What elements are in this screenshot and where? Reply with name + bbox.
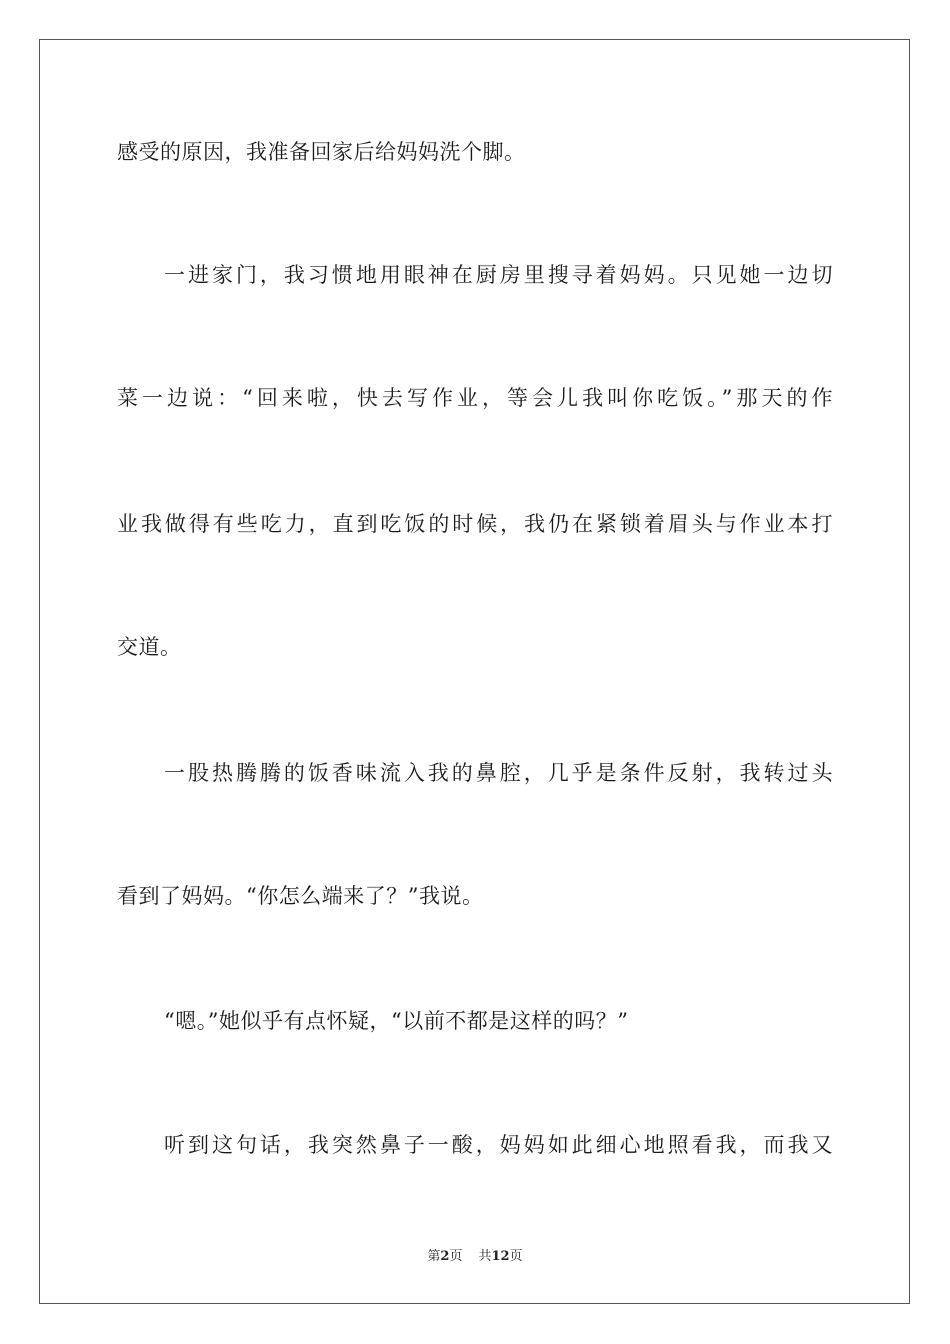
text-line-8: “嗯。”她似乎有点怀疑，“以前不都是这样的吗？” [164,1009,629,1033]
text-line-5: 交道。 [117,635,182,659]
total-pages: 12 [491,1249,510,1264]
total-prefix: 共 [478,1249,492,1264]
page-number: 2 [440,1249,450,1264]
page-suffix: 页 [449,1249,463,1264]
text-line-6: 一股热腾腾的饭香味流入我的鼻腔，几乎是条件反射，我转过头 [164,761,833,785]
text-line-4: 业我做得有些吃力，直到吃饭的时候，我仍在紧锁着眉头与作业本打 [117,512,833,536]
text-line-7: 看到了妈妈。“你怎么端来了？”我说。 [117,884,484,908]
total-suffix: 页 [509,1249,523,1264]
text-line-1: 感受的原因，我准备回家后给妈妈洗个脚。 [117,140,526,164]
text-line-2: 一进家门，我习惯地用眼神在厨房里搜寻着妈妈。只见她一边切 [164,263,833,287]
text-line-3: 菜一边说：“回来啦，快去写作业，等会儿我叫你吃饭。”那天的作 [117,386,833,410]
text-line-9: 听到这句话，我突然鼻子一酸，妈妈如此细心地照看我，而我又 [164,1133,833,1157]
page-prefix: 第 [427,1249,441,1264]
page-border [39,39,910,1304]
page-footer [0,1248,950,1266]
